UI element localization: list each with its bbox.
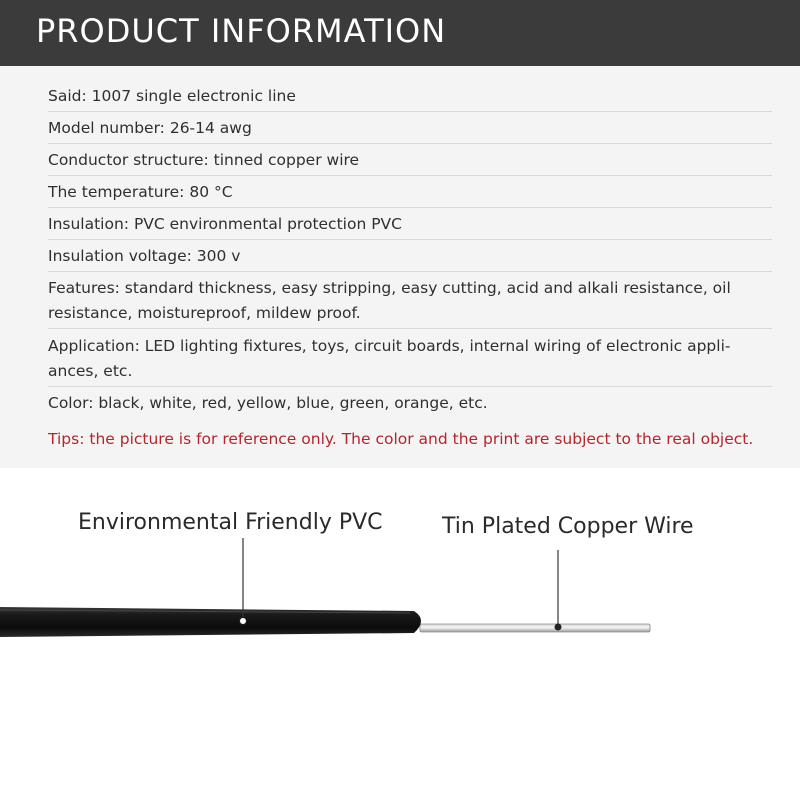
page-title: PRODUCT INFORMATION [36, 12, 447, 50]
header-bar [0, 0, 800, 66]
info-row-color [48, 391, 772, 418]
info-row-insulation [48, 212, 772, 240]
info-row-label: Said: 1007 single electronic line [48, 87, 296, 105]
info-row-label: The temperature: 80 °C [48, 183, 233, 201]
info-row-label: Model number: 26-14 awg [48, 119, 252, 137]
info-row-voltage [48, 244, 772, 272]
info-row-model [48, 116, 772, 144]
info-row-features [48, 276, 772, 329]
info-row-label: Insulation voltage: 300 v [48, 247, 241, 265]
info-row-label: Conductor structure: tinned copper wire [48, 151, 360, 169]
copper-callout-label: Tin Plated Copper Wire [442, 514, 694, 539]
info-row-label: Insulation: PVC environmental protection PVC [48, 215, 402, 233]
info-row-said [48, 84, 772, 112]
pvc-callout-label: Environmental Friendly PVC [78, 510, 383, 535]
pvc-leader-dot [240, 618, 247, 625]
copper-leader-dot [555, 624, 562, 631]
info-row-label: Features: standard thickness, easy stripping, easy cutting, acid and alkali resistance, oil resistance, moistureproof, mildew proof. [48, 279, 731, 322]
tips-note: Tips: the picture is for reference only. The color and the print are subject to the real object. [48, 430, 754, 448]
copper-conductor [420, 624, 650, 632]
wire-diagram [0, 470, 800, 720]
info-row-label: Color: black, white, red, yellow, blue, green, orange, etc. [48, 394, 488, 412]
info-row-temperature [48, 180, 772, 208]
info-row-label: Application: LED lighting fixtures, toys, circuit boards, internal wiring of electronic appli-ances, etc. [48, 337, 731, 380]
info-row-conductor [48, 148, 772, 176]
info-row-application [48, 334, 772, 387]
